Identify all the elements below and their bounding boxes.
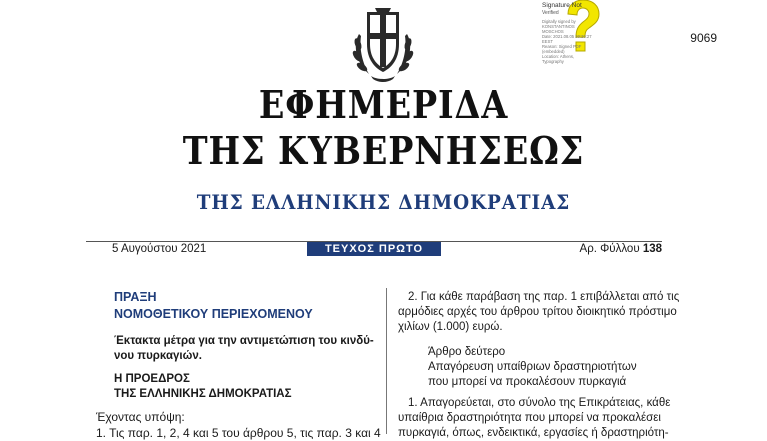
subject-line-1: Έκτακτα μέτρα για την αντιμετώπιση του κινδύ- — [114, 335, 374, 347]
signature-line: Reason: Signed PDF — [542, 44, 582, 49]
gazette-title-line-3: ΤΗΣ ΕΛΛΗΝΙΚΗΣ ΔΗΜΟΚΡΑΤΙΑΣ — [196, 190, 571, 214]
page-number: 9069 — [690, 31, 717, 45]
considering-item-1: 1. Τις παρ. 1, 2, 4 και 5 του άρθρου 5, τις παρ. 3 και 4 — [96, 426, 381, 440]
signature-line: KONSTANTINOS — [542, 24, 575, 29]
article-title: Άρθρο δεύτερο — [428, 346, 506, 358]
issue-date: 5 Αυγούστου 2021 — [112, 243, 207, 255]
article-subtitle-1: Απαγόρευση υπαίθριων δραστηριοτήτων — [428, 361, 637, 373]
gazette-title-line-2: ΤΗΣ ΚΥΒΕΡΝΗΣΕΩΣ — [182, 128, 585, 173]
paragraph-2-line-3: χιλίων (1.000) ευρώ. — [398, 321, 503, 333]
paragraph-1-line-3: πυρκαγιά, όπως, ενδεικτικά, εργασίες ή δραστηριότη- — [398, 427, 669, 439]
paragraph-2-line-2: αρμόδιες αρχές του άρθρου τρίτου διοικητικό πρόστιμο — [398, 306, 677, 318]
signature-line: Typography — [542, 59, 564, 64]
signature-title: Signature Not — [542, 2, 582, 9]
sheet-number — [580, 243, 662, 255]
president-line-1: Η ΠΡΟΕΔΡΟΣ — [114, 373, 190, 385]
signature-line: EEST — [542, 39, 553, 44]
president-line-2: ΤΗΣ ΕΛΛΗΝΙΚΗΣ ΔΗΜΟΚΡΑΤΙΑΣ — [114, 388, 292, 400]
signature-line: Date: 2021.08.05 20:20:27 — [542, 34, 592, 39]
considering-label: Έχοντας υπόψη: — [96, 410, 185, 424]
greek-coat-of-arms-emblem — [349, 4, 417, 84]
paragraph-1-line-1: 1. Απαγορεύεται, στο σύνολο της Επικράτειας, κάθε — [408, 397, 671, 409]
act-heading-2: ΝΟΜΟΘΕΤΙΚΟΥ ΠΕΡΙΕΧΟΜΕΝΟΥ — [114, 307, 313, 321]
digital-signature-stamp[interactable] — [540, 2, 620, 66]
signature-line: Location: Athens, — [542, 54, 575, 59]
sheet-number-label: Αρ. Φύλλου — [579, 243, 640, 255]
signature-line: Digitally signed by — [542, 19, 576, 24]
subject-line-2: νου πυρκαγιών. — [114, 350, 202, 362]
signature-line: (embedded) — [542, 49, 565, 54]
paragraph-1-line-2: υπαίθρια δραστηριότητα που μπορεί να προκαλέσει — [398, 412, 661, 424]
article-subtitle-2: που μπορεί να προκαλέσουν πυρκαγιά — [428, 376, 627, 388]
gazette-title-line-1: ΕΦΗΜΕΡΙΔΑ — [258, 82, 509, 127]
signature-subtitle: Verified — [542, 10, 559, 16]
paragraph-2-line-1: 2. Για κάθε παράβαση της παρ. 1 επιβάλλεται από τις — [408, 291, 680, 303]
signature-line: MOSCHOS — [542, 29, 564, 34]
sheet-number-value: 138 — [642, 243, 662, 255]
act-heading-1: ΠΡΑΞΗ — [114, 290, 157, 304]
issue-type-badge: ΤΕΥΧΟΣ ΠΡΩΤΟ — [307, 242, 441, 256]
